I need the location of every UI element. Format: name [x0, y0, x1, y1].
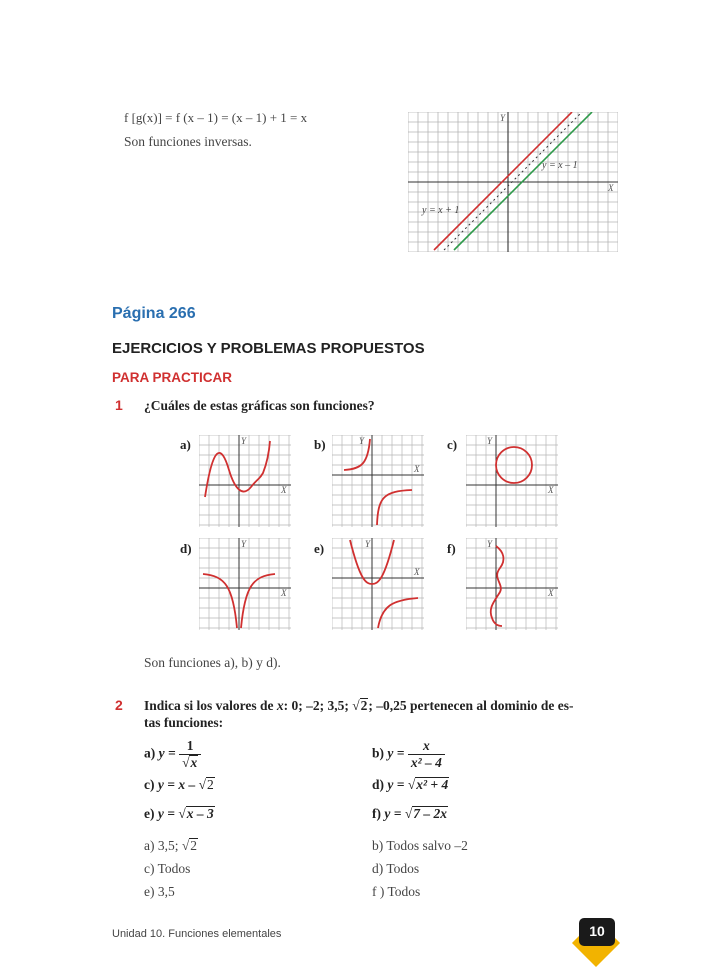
page-reference: Página 266 — [112, 305, 196, 322]
graph-c — [466, 435, 558, 527]
formula-f: f) y = √7 – 2x — [372, 806, 447, 821]
formula-e: e) y = √x – 3 — [144, 806, 214, 821]
axis-y-label: Y — [241, 436, 247, 446]
graph-f-label: f) — [447, 541, 456, 556]
question-1-number: 1 — [115, 397, 123, 413]
answer-c: c) Todos — [144, 861, 191, 876]
axes — [408, 112, 618, 252]
axis-y-label: Y — [241, 539, 247, 549]
answer-a: a) 3,5; √2 — [144, 838, 198, 853]
axis-y-label: Y — [487, 436, 493, 446]
curve-d-left — [203, 574, 237, 628]
axis-y-label: Y — [365, 539, 371, 549]
composition-equation: f [g(x)] = f (x – 1) = (x – 1) + 1 = x — [124, 110, 308, 125]
answer-b: b) Todos salvo –2 — [372, 838, 468, 853]
line-y-equals-x — [444, 112, 582, 250]
graph-c-label: c) — [447, 437, 458, 452]
question-2-number: 2 — [115, 697, 123, 713]
axis-y-label: Y — [359, 436, 365, 446]
axis-x-label: X — [548, 588, 554, 598]
formula-d: d) y = √x² + 4 — [372, 777, 449, 792]
green-line-label: y = x – 1 — [542, 160, 578, 171]
question-2-text-line1: Indica si los valores de x: 0; –2; 3,5; √2; –0,25 pertenecen al dominio de es- — [144, 698, 574, 713]
footer-unit: Unidad 10. Funciones elementales — [112, 928, 282, 940]
graph-y-axis-label: Y — [500, 113, 506, 123]
axis-x-label: X — [281, 485, 287, 495]
graph-b — [332, 435, 424, 527]
answer-f: f ) Todos — [372, 884, 421, 899]
axis-x-label: X — [281, 588, 287, 598]
line-y-equals-x-minus-1 — [454, 112, 592, 250]
question-1-text: ¿Cuáles de estas gráficas son funciones? — [144, 398, 375, 413]
curve-b-left — [344, 439, 370, 470]
graph-d — [199, 538, 291, 630]
formula-c: c) y = x – √2 — [144, 777, 214, 792]
red-line-label: y = x + 1 — [422, 205, 460, 216]
graph-f — [466, 538, 558, 630]
line-y-equals-x-plus-1 — [434, 112, 572, 250]
curve-a — [205, 441, 270, 497]
formula-a: a) y = $\frac{1}{√x}$ — [144, 738, 201, 771]
axis-x-label: X — [414, 567, 420, 577]
graph-d-label: d) — [180, 541, 192, 556]
axis-x-label: X — [548, 485, 554, 495]
graph-a — [199, 435, 291, 527]
section-subtitle: PARA PRACTICAR — [112, 370, 232, 385]
graph-a-label: a) — [180, 437, 191, 452]
inverse-functions-graph — [408, 112, 618, 252]
graph-x-axis-label: X — [608, 183, 614, 193]
question-1-answer: Son funciones a), b) y d). — [144, 655, 281, 670]
formula-b: b) y = $\frac{x}{\text{x² – 4}}$ — [372, 738, 445, 771]
axis-x-label: X — [414, 464, 420, 474]
graph-e — [332, 538, 424, 630]
answer-d: d) Todos — [372, 861, 420, 876]
question-2-text-line2: tas funciones: — [144, 715, 224, 730]
page-number-badge — [572, 908, 622, 958]
section-title: EJERCICIOS Y PROBLEMAS PROPUESTOS — [112, 340, 425, 357]
page-number: 10 — [589, 923, 605, 939]
graph-e-label: e) — [314, 541, 325, 556]
curve-d-right — [241, 574, 275, 628]
inverse-conclusion: Son funciones inversas. — [124, 134, 252, 149]
axis-y-label: Y — [487, 539, 493, 549]
answer-e: e) 3,5 — [144, 884, 175, 899]
graph-b-label: b) — [314, 437, 326, 452]
